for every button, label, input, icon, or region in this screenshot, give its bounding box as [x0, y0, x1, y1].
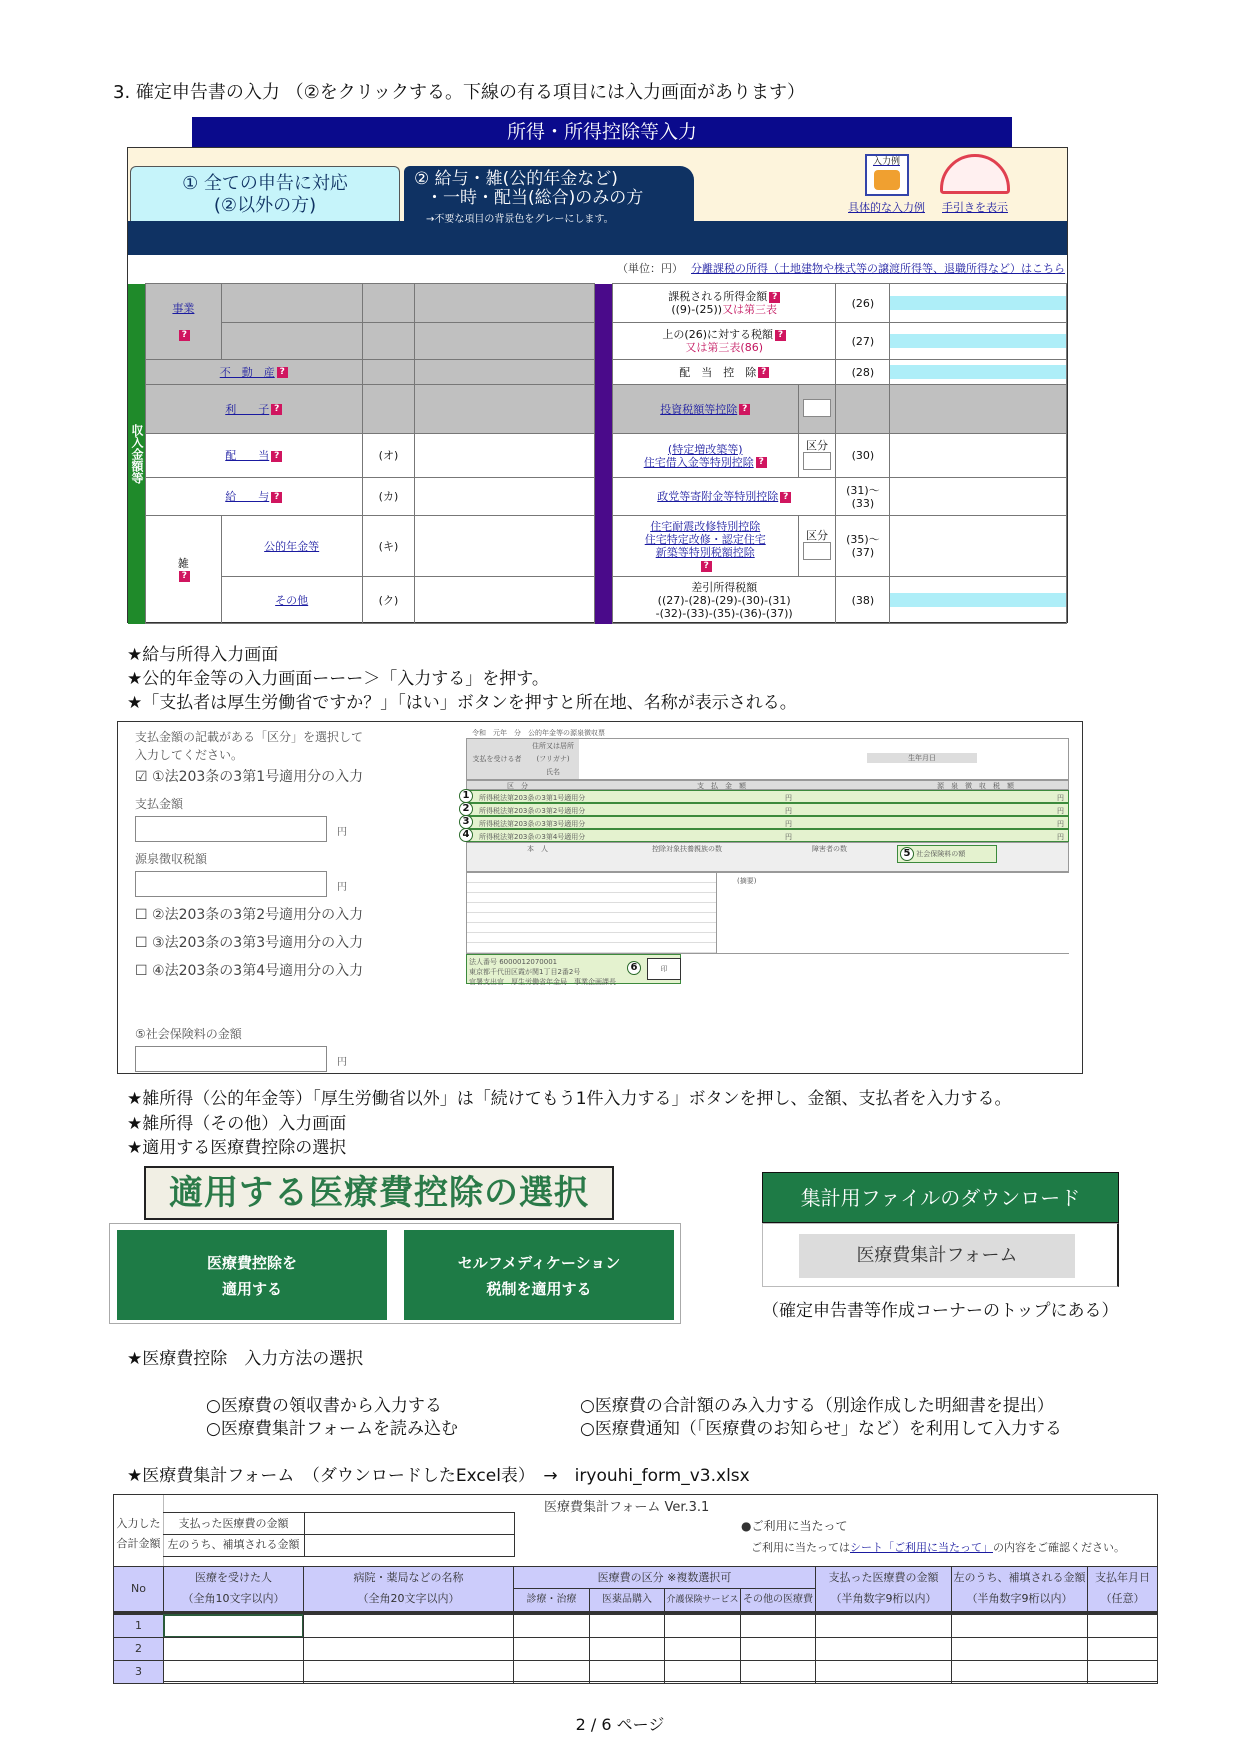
- guide-link-label: 手引きを表示: [942, 201, 1008, 214]
- withheld-label: 源泉徴収税額: [135, 852, 208, 866]
- business-text: 事業: [172, 302, 195, 315]
- slip-recipient-fields: [527, 739, 579, 779]
- total-paid-label: 支払った医療費の金額: [163, 1512, 304, 1535]
- paid-amount-input[interactable]: [135, 816, 327, 842]
- slip-furigana: (フリガナ): [536, 755, 570, 763]
- seismic-credit-link[interactable]: 住宅耐震改修特別控除 住宅特定改修・認定住宅 新築等特別税額控除 ?: [612, 516, 798, 577]
- sheet-cell[interactable]: [740, 1660, 816, 1684]
- separate-tax-link[interactable]: 分離課税の所得（土地建物や株式等の譲渡所得等、退職所得など）はこちら: [691, 262, 1065, 275]
- political-donation-link[interactable]: 政党等寄附金等特別控除 ?: [612, 478, 836, 516]
- income-deduction-form: [127, 147, 1068, 623]
- note: ★雑所得（公的年金等）「厚生労働省以外」は「続けてもう1件入力する」ボタンを押し、金額、支払者を入力する。: [127, 1089, 1012, 1109]
- kubun-input[interactable]: [803, 399, 831, 417]
- sheet-cell[interactable]: [815, 1637, 952, 1661]
- download-panel: [762, 1223, 1119, 1287]
- help-icon[interactable]: ?: [758, 367, 769, 378]
- method-option[interactable]: ○医療費通知（「医療費のお知らせ」など）を利用して入力する: [580, 1419, 1062, 1439]
- form-title-bar: 所得・所得控除等入力: [192, 117, 1012, 147]
- help-icon[interactable]: ?: [739, 404, 750, 415]
- tab-salary-pension[interactable]: [404, 166, 694, 225]
- code-31-33: (31)～ (33): [836, 478, 890, 516]
- tab-area: [128, 148, 1067, 255]
- code-ku: (ク): [362, 577, 415, 624]
- code-ka: (カ): [362, 478, 415, 516]
- salary-link[interactable]: 給 与 ?: [146, 478, 363, 516]
- unit-row: [128, 255, 1067, 283]
- sheet-cell[interactable]: [163, 1660, 304, 1684]
- slip-recipient: 支払を受ける者: [467, 739, 527, 779]
- code-38: (38): [836, 577, 890, 624]
- sheet-cell[interactable]: [513, 1637, 590, 1661]
- sheet-cell[interactable]: [163, 1614, 304, 1638]
- tab2-note: →不要な項目の背景色をグレーにします。: [426, 214, 614, 225]
- sheet-cell[interactable]: [815, 1660, 952, 1684]
- total-comp-label: 左のうち、補填される金額: [163, 1534, 304, 1557]
- slip-title: 令和 元年 分 公的年金等の源泉徴収票: [472, 729, 605, 737]
- note: ★雑所得（その他）入力画面: [127, 1114, 347, 1134]
- misc-label: 雑 ?: [146, 516, 222, 624]
- kubun-label: 区分: [805, 529, 828, 542]
- total-paid-value: [304, 1512, 515, 1535]
- download-caption: （確定申告書等作成コーナーのトップにある）: [762, 1301, 1119, 1321]
- row-28-label: 配 当 控 除 ?: [612, 360, 836, 385]
- tab1-line1: ① 全ての申告に対応: [182, 173, 348, 194]
- code-28: (28): [836, 360, 890, 385]
- sheet-cell[interactable]: [1087, 1637, 1158, 1661]
- code-35-37: (35)～ (37): [836, 516, 890, 577]
- method-option[interactable]: ○医療費の領収書から入力する: [206, 1396, 442, 1416]
- sheet-cell[interactable]: [740, 1614, 816, 1638]
- method-heading: ★医療費控除 入力方法の選択: [127, 1349, 364, 1369]
- help-icon[interactable]: ?: [769, 292, 780, 303]
- code-ki: (キ): [362, 516, 415, 577]
- note: ★給与所得入力画面: [127, 645, 279, 665]
- sheet-cell[interactable]: [303, 1660, 514, 1684]
- sheet-cell[interactable]: [589, 1637, 665, 1661]
- housing-loan-link[interactable]: (特定増改築等) 住宅借入金等特別控除 ?: [612, 434, 798, 478]
- tab2-line1: ② 給与・雑(公的年金など): [414, 169, 618, 189]
- note: ★「支払者は厚生労働省ですか？」「はい」ボタンを押すと所在地、名称が表示される。: [127, 693, 797, 713]
- value-28: [890, 360, 1067, 385]
- sheet-cell[interactable]: [664, 1637, 741, 1661]
- medical-options: [109, 1223, 681, 1324]
- yen: 円: [337, 882, 347, 893]
- sheet-cell[interactable]: [1087, 1660, 1158, 1684]
- input-example-icon: [865, 154, 909, 196]
- unit-label: （単位：円）: [617, 262, 683, 275]
- kubun-label: 区分: [805, 438, 828, 452]
- slip-birth: 生年月日: [867, 753, 977, 763]
- sheet-cell[interactable]: [951, 1660, 1088, 1684]
- opt3-checkbox[interactable]: ☐ ③法203条の3第3号適用分の入力: [135, 935, 364, 951]
- withheld-input[interactable]: [135, 871, 327, 897]
- tab1-line2: (②以外の方): [213, 195, 317, 216]
- sheet-cell[interactable]: [303, 1614, 514, 1638]
- row-number: 3: [113, 1660, 164, 1684]
- icon-caption: 入力例: [872, 157, 900, 167]
- sheet-cell[interactable]: [513, 1660, 590, 1684]
- notice-link[interactable]: シート「ご利用に当たって」: [850, 1541, 993, 1554]
- medical-deduction-title: 適用する医療費控除の選択: [144, 1166, 614, 1220]
- section-heading: 3. 確定申告書の入力 （②をクリックする。下線の有る項目には入力画面があります）: [113, 82, 806, 103]
- notice-text: ご利用に当たってはシート「ご利用に当たって」の内容をご確認ください。: [751, 1541, 1125, 1554]
- paid-label: 支払金額: [135, 797, 184, 811]
- pension-input-screen: [117, 721, 1083, 1074]
- example-link-label: 具体的な入力例: [848, 201, 925, 214]
- misc-other-link[interactable]: その他: [221, 577, 362, 624]
- row-27-label: 上の(26)に対する税額 ? 又は第三表(86): [612, 323, 836, 360]
- help-icon[interactable]: ?: [179, 330, 190, 341]
- form-heading: ★医療費集計フォーム （ダウンロードしたExcel表） → iryouhi_form_v3.xlsx: [127, 1466, 750, 1486]
- sheet-cell[interactable]: [951, 1614, 1088, 1638]
- row-38-label: 差引所得税額 ((27)-(28)-(29)-(30)-(31) -(32)-(33)-(35)-(36)-(37)): [612, 577, 836, 624]
- business-label[interactable]: [146, 284, 222, 360]
- slip-address: 住所又は居所: [532, 742, 574, 750]
- apply-medical-deduction-button[interactable]: 医療費控除を 適用する: [117, 1230, 387, 1320]
- help-icon[interactable]: ?: [271, 492, 282, 503]
- sheet-cell[interactable]: [163, 1637, 304, 1661]
- row-number: 2: [113, 1637, 164, 1661]
- withholding-slip-image: 令和 元年 分 公的年金等の源泉徴収票 支払を受ける者 住所又は居所 (フリガナ) 氏名 生年月日 区 分 支 払 金 額 源 泉 徴 収 税 額 1 所得税法第203条の3第1号適用分 円 円 2 所得税法第203条の3第2号適用分 円 円 3 所得税法第203条の3第3号適用分 円 円 4 所得税法第203条の3第4号適用分 円 円 本 人 控除対象扶養親族の数 障害者の数 5 社会保険料の額 (摘要) 法人番号 6000012070001 東京都千代田区霞が関1丁目2番2号 官署支出官 厚生労働省年金局 事業企画課長 6 印: [466, 728, 1069, 1002]
- sheet-cell[interactable]: [589, 1614, 665, 1638]
- help-icon[interactable]: ?: [271, 451, 282, 462]
- interest-link[interactable]: 利 子 ?: [146, 385, 363, 434]
- opt4-checkbox[interactable]: ☐ ④法203条の3第4号適用分の入力: [135, 963, 364, 979]
- note: ★公的年金等の入力画面ーーー＞「入力する」を押す。: [127, 669, 549, 689]
- help-icon[interactable]: ?: [271, 404, 282, 415]
- download-header: 集計用ファイルのダウンロード: [762, 1172, 1119, 1223]
- tab-all-returns[interactable]: [130, 166, 400, 221]
- value-27: [890, 323, 1067, 360]
- total-comp-value: [304, 1534, 515, 1557]
- tab2-line2: ・一時・配当(総合)のみの方: [426, 188, 644, 208]
- method-option[interactable]: ○医療費集計フォームを読み込む: [206, 1419, 458, 1439]
- header-no: No: [113, 1566, 164, 1612]
- income-strip: 収入金額等: [128, 284, 146, 624]
- method-option[interactable]: ○医療費の合計額のみ入力する（別途作成した明細書を提出）: [580, 1396, 1054, 1416]
- help-icon[interactable]: ?: [277, 367, 288, 378]
- book-icon: [940, 154, 1010, 194]
- investment-credit-link[interactable]: 投資税額等控除 ?: [612, 385, 798, 434]
- notice-title: ●ご利用に当たって: [741, 1519, 848, 1533]
- yen: 円: [337, 827, 347, 838]
- sheet-title: 医療費集計フォーム Ver.3.1: [544, 1500, 710, 1515]
- instruction: 入力してください。: [135, 748, 244, 762]
- sheet-cell[interactable]: [589, 1660, 665, 1684]
- help-icon[interactable]: ?: [780, 492, 791, 503]
- medical-form-download-button[interactable]: 医療費集計フォーム: [799, 1234, 1075, 1278]
- income-grid: [128, 283, 1067, 624]
- page-number: 2 / 6 ページ: [575, 1715, 665, 1734]
- code-26: (26): [836, 284, 890, 323]
- help-icon[interactable]: ?: [775, 330, 786, 341]
- kubun-input[interactable]: [803, 542, 831, 560]
- sheet-cell[interactable]: [1087, 1614, 1158, 1638]
- sheet-cell[interactable]: [303, 1637, 514, 1661]
- divider: [594, 284, 612, 624]
- kubun-input[interactable]: [803, 452, 831, 470]
- pension-link[interactable]: 公的年金等: [221, 516, 362, 577]
- code-27: (27): [836, 323, 890, 360]
- code-30: (30): [836, 434, 890, 478]
- medical-form-sheet: 医療費集計フォーム Ver.3.1 入力した 合計金額 支払った医療費の金額 左のうち、補填される金額 ●ご利用に当たって ご利用に当たってはシート「ご利用に当たって」の内容をご確認ください。 No 医療を受けた人 （全角10文字以内） 病院・薬局などの名称 （全角20文字以内） 医療費の区分 ※複数選択可 診療・治療 医薬品購入 介護保険サービス その他の医療費 支払った医療費の金額 （半角数字9桁以内） 左のうち、補填される金額 （半角数字9桁以内） 支払年月日 （任意） 1 2 3: [113, 1494, 1158, 1682]
- instruction: 支払金額の記載がある「区分」を選択して: [135, 730, 364, 744]
- sheet-cell[interactable]: [513, 1614, 590, 1638]
- sheet-cell[interactable]: [815, 1614, 952, 1638]
- help-icon[interactable]: ?: [179, 571, 190, 582]
- real-estate-link[interactable]: 不 動 産 ?: [146, 360, 363, 385]
- sheet-cell[interactable]: [740, 1637, 816, 1661]
- sheet-cell[interactable]: [951, 1637, 1088, 1661]
- help-icon[interactable]: ?: [701, 561, 712, 572]
- header-category: 医療費の区分 ※複数選択可: [513, 1566, 816, 1589]
- dividend-link[interactable]: 配 当 ?: [146, 434, 363, 478]
- help-icon[interactable]: ?: [756, 457, 767, 468]
- opt1-checkbox[interactable]: ☑ ①法203条の3第1号適用分の入力: [135, 769, 364, 785]
- value-38: [890, 577, 1067, 624]
- note: ★適用する医療費控除の選択: [127, 1138, 347, 1158]
- social-label: ⑤社会保険料の金額: [135, 1027, 242, 1041]
- code-o: (オ): [362, 434, 415, 478]
- row-number: 1: [113, 1614, 164, 1638]
- value-26: [890, 284, 1067, 323]
- row-26-label: 課税される所得金額 ? ((9)-(25))又は第三表: [612, 284, 836, 323]
- sheet-cell[interactable]: [664, 1614, 741, 1638]
- yen: 円: [337, 1057, 347, 1068]
- apply-self-medication-button[interactable]: セルフメディケーション 税制を適用する: [404, 1230, 674, 1320]
- opt2-checkbox[interactable]: ☐ ②法203条の3第2号適用分の入力: [135, 907, 364, 923]
- guide-link[interactable]: [940, 154, 1010, 215]
- social-input[interactable]: [135, 1046, 327, 1072]
- sheet-cell[interactable]: [664, 1660, 741, 1684]
- slip-name: 氏名: [546, 768, 560, 776]
- example-link[interactable]: [848, 154, 925, 215]
